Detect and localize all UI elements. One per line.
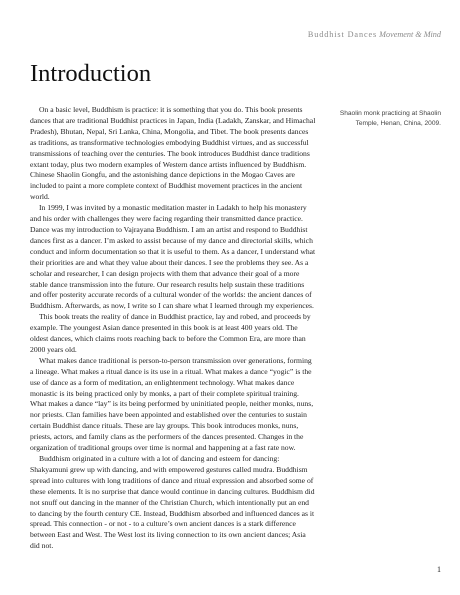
running-header-subtitle: Movement & Mind xyxy=(379,30,441,39)
body-text xyxy=(30,105,316,552)
paragraph: This book treats the reality of dance in Buddhist practice, lay and robed, and proceeds by example. The youngest Asian dance presented in this book is at least 400 years old. The oldest dances, which claims roots reaching back to before the Common Era, are more than 2000 years old. xyxy=(30,312,311,354)
paragraph: In 1999, I was invited by a monastic meditation master in Ladakh to help his monastery and his order with challenges they were facing regarding their transmitted dance practice. Dance was my introduction to Vajrayana Buddhism. I am an artist and respond to Buddhist dances first as a dancer. I’m asked to assist because of my dance and directorial skills, which conduct and inform documentation so that it is useful to them. As a dancer, I understand what their priorities are and what they value about their dances. I see the problems they see. As a scholar and researcher, I can design projects with them that advance their goal of a more stable dance transmission into the future. Our research results help sustain these traditions and offer posterity accurate records of a cultural wonder of the worlds: the ancient dances of Buddhism. Afterwards, as now, I write so I can share what I learned through my experiences. xyxy=(30,203,316,311)
paragraph: What makes dance traditional is person-to-person transmission over generations, forming a lineage. What makes a ritual dance is its use in a ritual. What makes a dance “yogic” is the use of dance as a form of meditation, an enlightenment technology. What makes dance monastic is its being practiced only by monks, a part of their complete spiritual training. What makes a dance “lay” is its being performed by uninitiated people, neither monks, nuns, nor priests. Clan families have been appointed and established over the centuries to sustain certain Buddhist dance rituals. These are lay groups. This book introduces monks, nuns, priests, actors, and family clans as the performers of the dances presented. Changes in the organization of traditional groups over time is normal and happening at a fast rate now. xyxy=(30,355,314,453)
running-header xyxy=(308,30,441,39)
running-header-book-title: Buddhist Dances xyxy=(307,30,378,39)
photo-caption: Shaolin monk practicing at Shaolin Temple, Henan, China, 2009. xyxy=(339,110,441,127)
paragraph: On a basic level, Buddhism is practice: it is something that you do. This book presents dances that are traditional Buddhist practices in Japan, India (Ladakh, Zanskar, and Himachal Pradesh), Bhutan, Nepal, Sri Lanka, China, Mongolia, and Tibet. The book presents dances as traditions, as transformative technologies embodying Buddhist virtues, and as successful transmissions of teaching over the centuries. The book introduces Buddhist dance traditions extant today, plus two modern examples of Western dance artists influenced by Buddhism. Chinese Shaolin Gongfu, and the astonishing dance depictions in the Mogao Caves are included to paint a more complete context of Buddhist movement practices in the ancient world. xyxy=(30,105,316,202)
paragraph: Buddhism originated in a culture with a lot of dancing and esteem for dancing: Shakyamuni grew up with dancing, and with empowered gestures called mudra. Buddhism spread into cultures with long traditions of dance and ritual expression and absorbed some of these elements. It is no surprise that dance would continue in dancing cultures. Buddhism did not snuff out dancing in the manner of the Christian Church, which intentionally put an end to dancing by the fourth century CE. Instead, Buddhism absorbed and influenced dances as it spread. This connection - or not - to a culture’s own ancient dances is a stark difference between East and West. The West lost its living connection to its own ancient dances; Asia did not. xyxy=(30,454,315,551)
page-number: 1 xyxy=(437,565,441,574)
chapter-title: Introduction xyxy=(30,60,152,87)
